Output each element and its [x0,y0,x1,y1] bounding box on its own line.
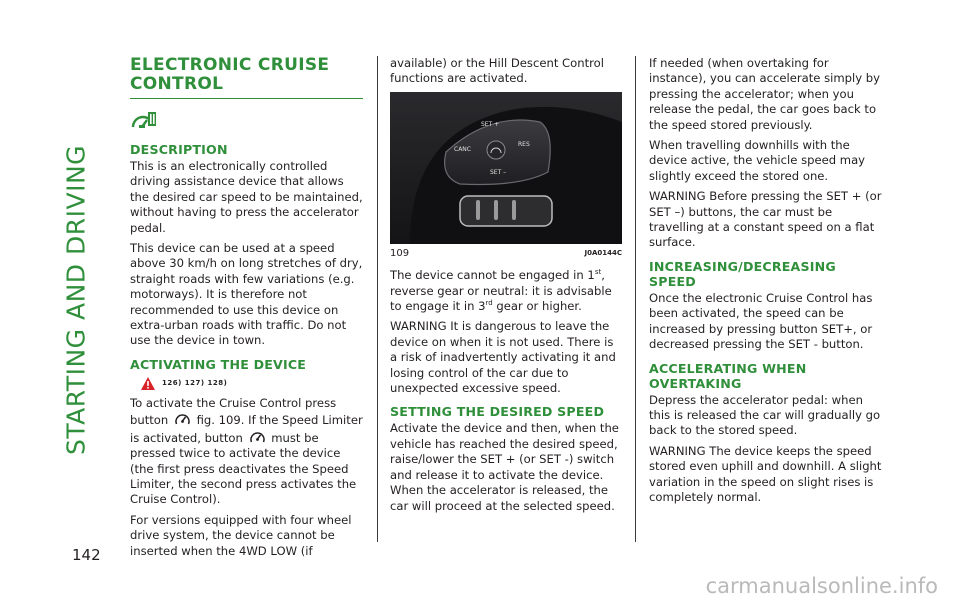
steering-wheel-illustration [390,92,622,244]
gear-text-c: gear or higher. [492,299,582,314]
column-2 [390,56,622,519]
section-side-title: STARTING AND DRIVING [61,144,91,456]
col3-paragraph-1: If needed (when overtaking for instance), you can accelerate simply by pressing the accelerator; when you release the pedal, the car goes back to the speed stored previously. [649,56,880,132]
gear-text-a: The device cannot be engaged in 1 [390,268,595,283]
column-divider [377,56,378,542]
label-canc: CANC [454,145,471,153]
gear-text-b: , reverse gear or neutral: it is advisable to engage it in 3 [390,268,612,314]
activating-text-c: must be pressed twice to activate the device (the first press deactivates the Speed Limiter, the second press activates the Cruise Control). [130,430,357,507]
accelerating-heading: ACCELERATING WHEN OVERTAKING [649,360,807,391]
figure-code: J0A0144C [584,248,622,257]
gear-sup-2: rd [485,299,493,308]
cruise-control-icon [130,108,158,132]
accelerating-paragraph-1: Depress the accelerator pedal: when this is released the car will gradually go back to the stored speed. [649,392,881,438]
description-heading: DESCRIPTION [130,142,228,157]
label-set-minus: SET – [490,168,507,176]
label-res: RES [518,140,530,148]
gear-paragraph [390,268,622,314]
increasing-paragraph: Once the electronic Cruise Control has been activated, the speed can be increased by pressing button SET+, or decreased pressing the SET - button. [649,290,873,352]
gear-sup-1: st [594,268,602,277]
label-set-plus: SET + [481,120,500,128]
warning-triangle-icon [140,376,156,391]
main-heading: ELECTRONIC CRUISE CONTROL [130,55,330,94]
cruise-control-symbol [130,108,363,134]
continued-paragraph: available) or the Hill Descent Control functions are activated. [390,56,604,86]
page-number: 142 [72,546,101,564]
watermark: carmanualsonline.info [705,574,938,598]
description-paragraph-2: This device can be used at a speed above 30 km/h on long stretches of dry, straight roads with few variations (e.g. motorways). It is therefore not recommended to use this device on extra-urban roads with traffic. Do not use the device in town. [130,241,363,348]
speedometer-button-icon [249,429,266,446]
warning-paragraph-1: WARNING It is dangerous to leave the device on when it is not used. There is a risk of inadvertently activating it and losing control of the car due to unexpected excessive speed. [390,319,616,396]
figure-number: 109 [390,247,410,259]
activating-paragraph-1 [130,396,363,508]
activating-paragraph-2: For versions equipped with four wheel drive system, the device cannot be inserted when the 4WD LOW (if [130,512,352,558]
setting-paragraph: Activate the device and then, when the vehicle has reached the desired speed, raise/lower the SET + (or SET -) switch and release it to activate the device. When the accelerator is released, the car will proceed at the selected speed. [390,421,619,513]
col3-paragraph-2: When travelling downhills with the device active, the vehicle speed may slightly exceed the stored one. [649,138,866,183]
column-divider [635,56,636,542]
column-1 [130,56,363,564]
figure-caption [390,246,622,261]
increasing-heading: INCREASING/DECREASING SPEED [649,258,836,289]
heading-rule [130,98,363,99]
column-3 [649,56,885,510]
warning-references [140,374,363,394]
warning-paragraph-3: WARNING The device keeps the speed stored even uphill and downhill. A slight variation in the speed on slight rises is completely normal. [649,443,882,504]
warning-paragraph-2: WARNING Before pressing the SET + (or SET –) buttons, the car must be travelling at a constant speed on a flat surface. [649,189,882,250]
activating-text-b: fig. 109. If the Speed Limiter is activated, button [130,413,363,445]
warning-refs: 126) 127) 128) [162,379,228,388]
speedometer-button-icon [174,411,191,428]
steering-wheel-figure [390,92,622,244]
description-paragraph-1: This is an electronically controlled driving assistance device that allows the desired car speed to be maintained, without having to press the accelerator pedal. [130,159,363,235]
activating-heading: ACTIVATING THE DEVICE [130,356,307,372]
setting-heading: SETTING THE DESIRED SPEED [390,404,605,420]
activating-text-a: To activate the Cruise Control press button [130,395,337,428]
